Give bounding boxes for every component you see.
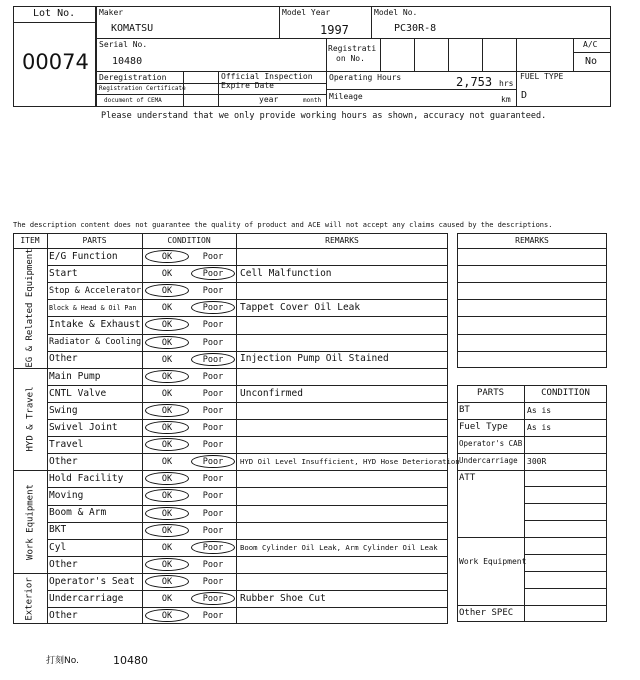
inspection-label-1: Official Inspection [221,72,313,81]
work-equipment-label: Work Equipment [459,557,527,567]
ok-option: OK [161,388,173,399]
hours-accuracy-note: Please understand that we only provide working hours as shown, accuracy not guaranteed. [101,111,547,121]
ok-option: OK [161,337,173,348]
poor-option: Poor [202,423,224,433]
poor-option: Poor [202,252,224,262]
right-remarks-header: REMARKS [515,236,549,245]
att-label: ATT [459,472,476,483]
poor-option: Poor [202,354,224,365]
model-year-value: 1997 [320,23,349,37]
ok-selected-mark [145,250,189,263]
ok-option: OK [161,474,173,485]
poor-selected-mark [191,592,235,605]
fuel-type-label: FUEL TYPE [520,72,564,81]
ok-option: OK [161,542,173,553]
header-condition: CONDITION [167,236,211,245]
part-name: E/G Function [49,250,118,262]
ok-option: OK [161,252,173,262]
part-name: Operator's Seat [49,575,135,587]
group-label: HYD & Travel [25,386,35,452]
part-name: Block & Head & Oil Pan [49,303,137,312]
mileage-label: Mileage [329,92,363,101]
ok-option: OK [161,611,173,622]
part-name: Travel [49,438,84,450]
part-name: Other [49,353,78,365]
header-remarks: REMARKS [325,236,359,245]
parts-header: PARTS [476,388,505,398]
poor-selected-mark [191,541,235,554]
poor-option: Poor [202,474,224,485]
part-name: BKT [49,524,67,536]
part-name: CNTL Valve [49,387,107,399]
ok-option: OK [161,525,173,536]
spec-part: Operator's CAB [459,439,523,449]
poor-option: Poor [202,303,224,314]
part-name: Swivel Joint [49,421,118,433]
part-name: Radiator & Cooling [49,336,142,347]
part-name: Hold Facility [49,473,124,485]
poor-option: Poor [202,525,224,536]
part-name: Other [49,558,78,570]
deregistration-label: Deregistration [99,73,167,82]
disclaimer-text: The description content does not guarantee the quality of product and ACE will not accept any claims caused by the descriptions. [13,221,553,229]
poor-option: Poor [202,508,224,519]
poor-selected-mark [191,353,235,366]
part-name: Cyl [49,541,67,553]
ok-option: OK [161,371,173,382]
ok-option: OK [161,286,173,297]
km-label: km [501,95,511,104]
remark-text: Rubber Shoe Cut [240,592,326,604]
remark-text: Tappet Cover Oil Leak [240,302,361,314]
serial-value: 10480 [112,56,143,67]
ok-option: OK [161,303,173,314]
ok-selected-mark [145,507,189,520]
ok-option: OK [161,440,173,451]
fuel-type-value: D [521,90,528,101]
operating-hours-label: Operating Hours [329,73,402,82]
ok-selected-mark [145,370,189,383]
poor-option: Poor [202,320,224,331]
registration-label-2: on No. [336,54,365,63]
remark-text: Injection Pump Oil Stained [240,353,389,365]
maker-label: Maker [99,8,124,17]
poor-option: Poor [202,611,224,622]
stamp-number-value: 10480 [113,654,148,667]
spec-part: Undercarriage [459,456,518,466]
remark-text: Cell Malfunction [240,267,332,279]
stamp-number-label: 打刻No. [46,656,79,666]
part-name: Boom & Arm [49,507,107,519]
poor-option: Poor [202,269,224,280]
part-name: Intake & Exhaust [49,319,141,331]
year-label: year [259,95,279,104]
model-year-label: Model Year [282,8,331,17]
registration-certificate-label: Registration Certificate [99,85,186,92]
ac-label: A/C [583,40,598,49]
spec-part: Fuel Type [459,421,508,432]
part-name: Stop & Accelerator [49,285,142,296]
poor-option: Poor [202,371,224,382]
condition-header: CONDITION [541,388,590,398]
ok-selected-mark [145,404,189,417]
ok-selected-mark [145,558,189,571]
spec-condition: As is [527,422,552,432]
part-name: Undercarriage [49,592,124,604]
part-name: Swing [49,404,78,416]
ok-option: OK [161,457,173,468]
ok-selected-mark [145,336,189,349]
hrs-label: hrs [499,79,514,88]
remark-text: Boom Cylinder Oil Leak, Arm Cylinder Oil Leak [240,542,438,552]
ok-option: OK [161,491,173,502]
group-label: EG & Related Equipment [25,248,35,368]
cema-document-label: document of CEMA [104,97,162,104]
remarks-frame [457,233,607,368]
ok-option: OK [161,423,173,433]
spec-condition: 300R [527,456,547,466]
ok-option: OK [161,354,173,365]
ok-selected-mark [145,421,189,434]
ok-selected-mark [145,524,189,537]
poor-option: Poor [202,542,224,553]
group-label: Exterior [24,576,35,621]
model-no-label: Model No. [374,8,418,17]
ok-option: OK [161,405,173,416]
part-name: Other [49,456,78,467]
maker-value: KOMATSU [111,23,154,34]
ok-option: OK [161,559,173,570]
operating-hours-value: 2,753 [456,75,493,89]
month-label: month [303,97,322,104]
poor-option: Poor [202,440,224,451]
registration-label-1: Registrati [328,44,377,53]
spec-part: BT [459,404,470,415]
ac-value: No [585,56,598,67]
other-spec-label: Other SPEC [459,608,514,619]
part-name: Moving [49,490,84,502]
model-no-value: PC30R-8 [394,23,437,34]
ok-option: OK [161,594,173,604]
poor-option: Poor [202,286,224,297]
poor-option: Poor [202,594,224,604]
poor-option: Poor [202,405,224,416]
header-parts: PARTS [82,236,107,245]
ok-selected-mark [145,575,189,588]
poor-option: Poor [202,559,224,570]
spec-condition: As is [527,405,552,415]
poor-option: Poor [202,388,224,399]
lot-label: Lot No. [33,8,76,19]
part-name: Start [49,267,78,279]
header-item: ITEM [20,236,40,245]
group-label: Work Equipment [25,483,35,560]
ok-option: OK [161,320,173,331]
poor-option: Poor [202,457,224,468]
remark-text: HYD Oil Level Insufficient, HYD Hose Deterioration [240,457,460,467]
part-name: Main Pump [49,370,101,382]
part-name: Other [49,609,78,621]
poor-option: Poor [202,576,224,587]
inspection-label-2: Expire Date [221,81,274,90]
remark-text: Unconfirmed [240,387,303,399]
poor-option: Poor [202,337,224,348]
ok-option: OK [161,269,173,280]
ok-option: OK [161,576,173,587]
ok-option: OK [161,508,173,519]
poor-option: Poor [202,491,224,502]
serial-label: Serial No. [99,40,148,49]
lot-number: 00074 [22,50,89,74]
